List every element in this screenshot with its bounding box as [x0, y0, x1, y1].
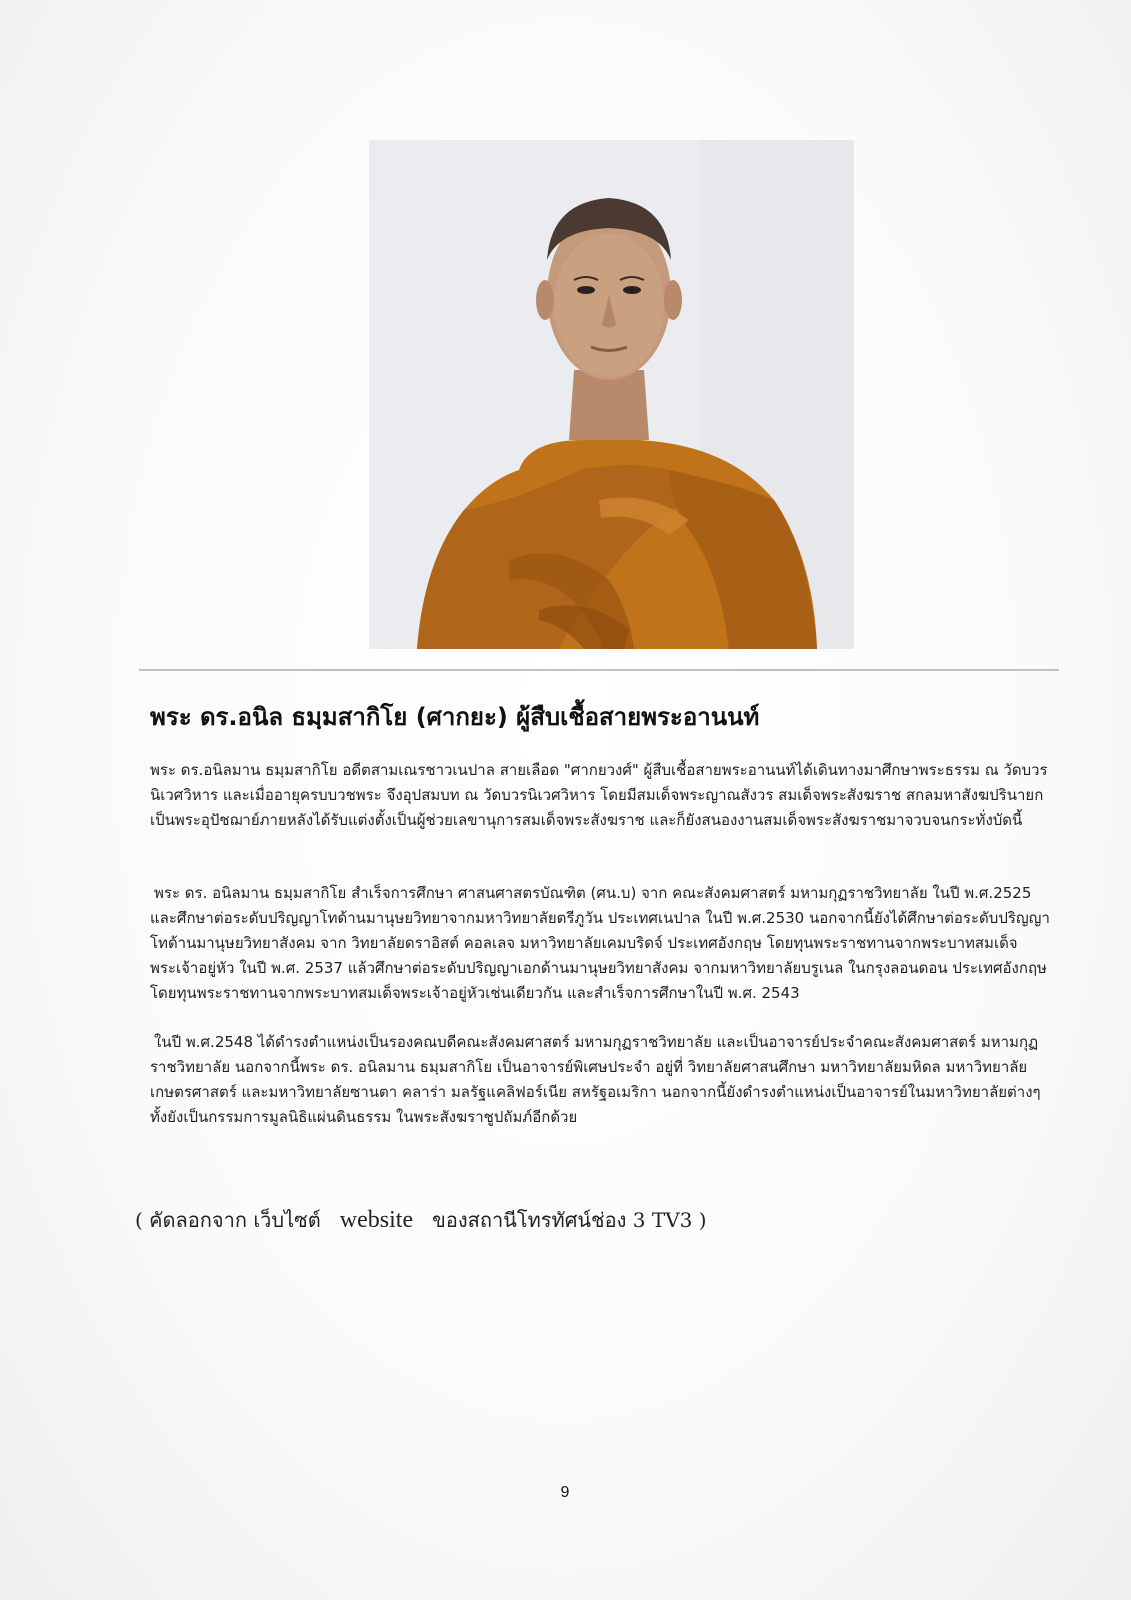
source-website: website — [339, 1207, 414, 1233]
source-suffix: ของสถานีโทรทัศน์ช่อง 3 TV3 ) — [432, 1208, 707, 1232]
page-number: 9 — [560, 1484, 570, 1501]
paragraph-career: ในปี พ.ศ.2548 ได้ดำรงตำแหน่งเป็นรองคณบดีคณะสังคมศาสตร์ มหามกุฏราชวิทยาลัย และเป็นอาจารย์ประจำคณะสังคมศาสตร์ มหามกุฏราชวิทยาลัย นอกจากนี้พระ ดร. อนิลมาน ธมฺมสากิโย เป็นอาจารย์พิเศษประจำ อยู่ที่ วิทยาลัยศาสนศึกษา มหาวิทยาลัยมหิดล มหาวิทยาลัยเกษตรศาสตร์ และมหาวิทยาลัยซานตา คลาร่า มลรัฐแคลิฟอร์เนีย สหรัฐอเมริกา นอกจากนี้ยังดำรงตำแหน่งเป็นอาจารย์ในมหาวิทยาลัยต่างๆ ทั้งยังเป็นกรรมการมูลนิธิแผ่นดินธรรม ในพระสังฆราชูปถัมภ์อีกด้วย — [150, 1033, 1041, 1126]
section-divider — [139, 669, 1059, 671]
monk-portrait-illustration — [369, 140, 854, 649]
paragraph-intro: พระ ดร.อนิลมาน ธมฺมสากิโย อดีตสามเณรชาวเนปาล สายเลือด "ศากยวงศ์" ผู้สืบเชื้อสายพระอานนท์ได้เดินทางมาศึกษาพระธรรม ณ วัดบวรนิเวศวิหาร และเมื่ออายุครบบวชพระ จึงอุปสมบท ณ วัดบวรนิเวศวิหาร โดยมีสมเด็จพระญาณสังวร สมเด็จพระสังฆราช สกลมหาสังฆปรินายก เป็นพระอุปัชฌาย์ภายหลังได้รับแต่งตั้งเป็นผู้ช่วยเลขานุการสมเด็จพระสังฆราช และก็ยังสนองงานสมเด็จพระสังฆราชมาจวบจนกระทั่งบัดนี้ — [150, 761, 1048, 829]
article-title: พระ ดร.อนิล ธมฺมสากิโย (ศากยะ) ผู้สืบเชื้อสายพระอานนท์ — [150, 703, 760, 731]
paragraph-education: พระ ดร. อนิลมาน ธมฺมสากิโย สำเร็จการศึกษา ศาสนศาสตรบัณฑิต (ศน.บ) จาก คณะสังคมศาสตร์ มหามกุฏราชวิทยาลัย ในปี พ.ศ.2525 และศึกษาต่อระดับปริญญาโทด้านมานุษยวิทยาจากมหาวิทยาลัยตรีภูวัน ประเทศเนปาล ในปี พ.ศ.2530 นอกจากนี้ยังได้ศึกษาต่อระดับปริญญาโทด้านมานุษยวิทยาสังคม จาก วิทยาลัยดราอิสต์ คอลเลจ มหาวิทยาลัยเคมบริดจ์ ประเทศอังกฤษ โดยทุนพระราชทานจากพระบาทสมเด็จพระเจ้าอยู่หัว ในปี พ.ศ. 2537 แล้วศึกษาต่อระดับปริญญาเอกด้านมานุษยวิทยาสังคม จากมหาวิทยาลัยบรูเนล ในกรุงลอนดอน ประเทศอังกฤษ โดยทุนพระราชทานจากพระบาทสมเด็จพระเจ้าอยู่หัวเช่นเดียวกัน และสำเร็จการศึกษาในปี พ.ศ. 2543 — [150, 884, 1050, 1002]
portrait-photo — [369, 140, 854, 649]
source-prefix: ( คัดลอกจาก เว็บไซต์ — [135, 1208, 321, 1232]
source-note — [135, 1203, 1035, 1237]
